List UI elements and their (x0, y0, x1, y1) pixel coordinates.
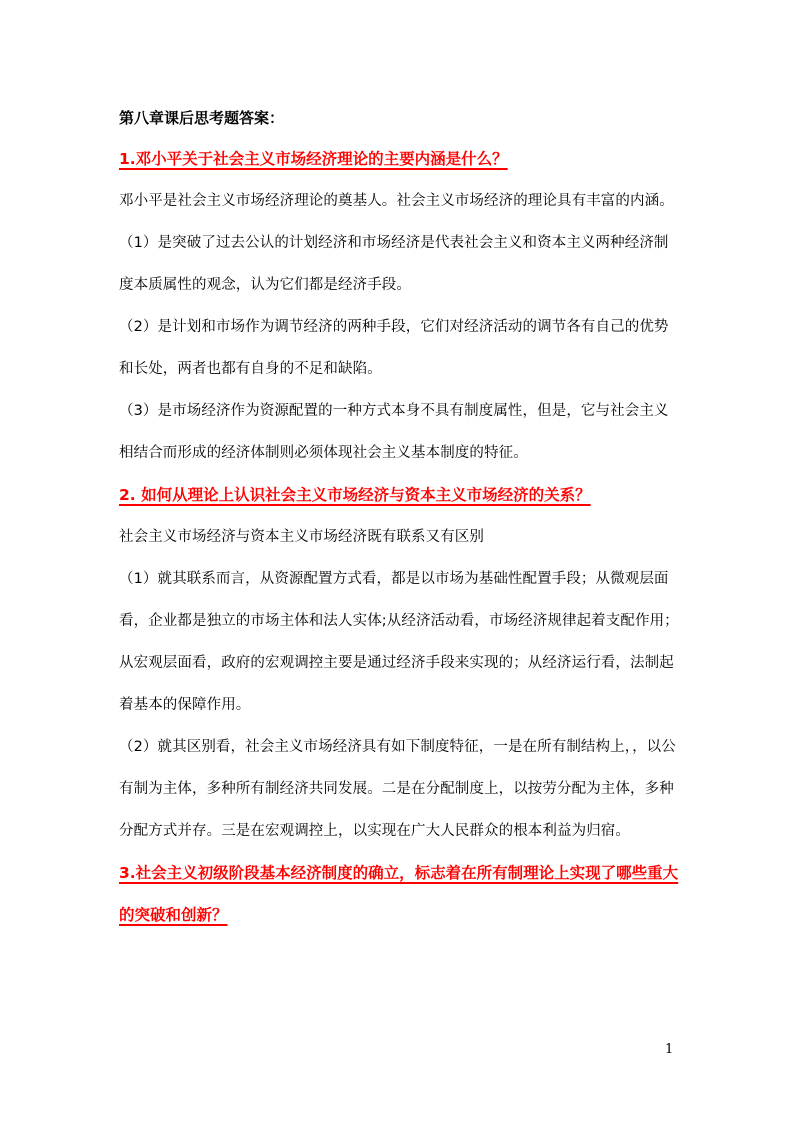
answer-1-point-3: （3）是市场经济作为资源配置的一种方式本身不具有制度属性，但是，它与社会主义相结合而形成的经济体制则必须体现社会主义基本制度的特征。 (119, 403, 669, 461)
answer-1-point-1: （1）是突破了过去公认的计划经济和市场经济是代表社会主义和资本主义两种经济制度本质属性的观念，认为它们都是经济手段。 (119, 235, 669, 293)
question-2 (119, 474, 679, 516)
answer-2-intro: 社会主义市场经济与资本主义市场经济既有联系又有区别 (119, 529, 484, 545)
question-2-text: 2. 如何从理论上认识社会主义市场经济与资本主义市场经济的关系？ (119, 486, 591, 504)
answer-1-intro: 邓小平是社会主义市场经济理论的奠基人。社会主义市场经济的理论具有丰富的内涵。 (119, 193, 674, 209)
document-body (119, 104, 679, 936)
answer-1-point-2: （2）是计划和市场作为调节经济的两种手段，它们对经济活动的调节各有自己的优势和长处，两者也都有自身的不足和缺陷。 (119, 319, 669, 377)
question-3-text: 3.社会主义初级阶段基本经济制度的确立，标志着在所有制理论上实现了哪些重大的突破和创新？ (119, 864, 679, 924)
page-number: 1 (665, 1042, 674, 1057)
answer-2-point-1: （1）就其联系而言，从资源配置方式看，都是以市场为基础性配置手段；从微观层面看，企业都是独立的市场主体和法人实体;从经济活动看，市场经济规律起着支配作用；从宏观层面看，政府的宏观调控主要是通过经济手段来实现的；从经济运行看，法制起着基本的保障作用。 (119, 571, 679, 713)
chapter-title: 第八章课后思考题答案： (119, 109, 285, 127)
answer-2-point-2: （2）就其区别看，社会主义市场经济具有如下制度特征，一是在所有制结构上，，以公有制为主体，多种所有制经济共同发展。二是在分配制度上，以按劳分配为主体，多种分配方式并存。三是在宏观调控上，以实现在广大人民群众的根本利益为归宿。 (119, 739, 676, 839)
question-3 (119, 852, 679, 936)
question-1 (119, 138, 679, 180)
question-1-text: 1.邓小平关于社会主义市场经济理论的主要内涵是什么？ (119, 150, 508, 168)
